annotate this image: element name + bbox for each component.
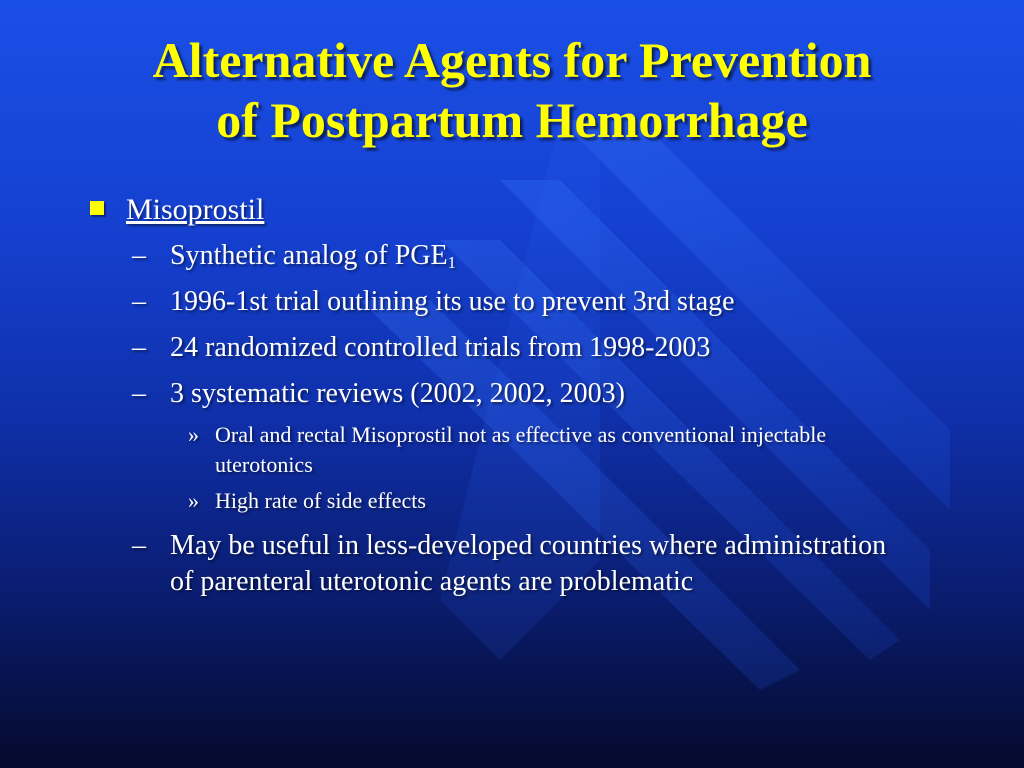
dash-icon: –	[132, 530, 146, 561]
bullet-misoprostil	[90, 192, 264, 228]
dash-icon: –	[132, 286, 146, 317]
sub-item-text: 24 randomized controlled trials from 1998-2003	[170, 332, 711, 363]
sub-item-text: 3 systematic reviews (2002, 2002, 2003)	[170, 378, 625, 409]
bullet-label: Misoprostil	[126, 193, 265, 226]
sub-item	[132, 376, 892, 412]
dash-icon: –	[132, 332, 146, 363]
sub-sub-item	[188, 420, 908, 480]
sub-item-text: Synthetic analog of PGE	[170, 240, 448, 271]
chevron-icon: »	[188, 488, 199, 513]
chevron-icon: »	[188, 422, 199, 447]
sub-sub-item-text: Oral and rectal Misoprostil not as effective as conventional injectable uterotonics	[215, 422, 827, 477]
sub-item	[132, 238, 892, 274]
sub-item	[132, 284, 892, 320]
subscript: 1	[447, 253, 457, 272]
sub-item-text: 1996-1st trial outlining its use to prevent 3rd stage	[170, 286, 735, 317]
sub-sub-item	[188, 486, 908, 516]
sub-item	[132, 528, 892, 600]
title-line-1: Alternative Agents for Prevention	[152, 32, 872, 88]
sub-sub-item-text: High rate of side effects	[215, 488, 426, 513]
dash-icon: –	[132, 378, 146, 409]
sub-item	[132, 330, 892, 366]
square-bullet-icon	[90, 201, 104, 215]
dash-icon: –	[132, 240, 146, 271]
title-line-2: of Postpartum Hemorrhage	[216, 92, 808, 148]
sub-item-text: May be useful in less-developed countries where administration of parenteral uterotonic agents are problematic	[170, 530, 887, 597]
